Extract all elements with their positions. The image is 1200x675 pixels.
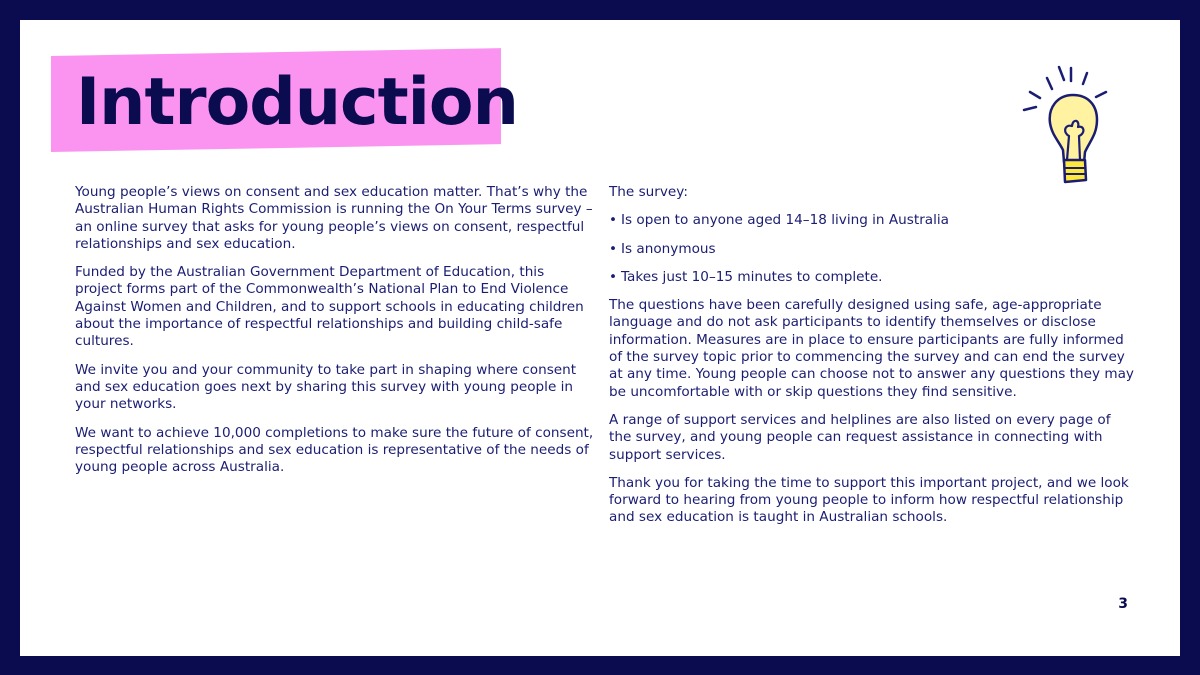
left-column [75,184,595,487]
intro-paragraph-4: We want to achieve 10,000 completions to make sure the future of consent, respectful relationships and sex education is representative of the needs of young people across Australia. [75,424,594,476]
page-number: 3 [1118,596,1128,612]
survey-paragraph-3: Thank you for taking the time to support this important project, and we look forward to hearing from young people to inform how respectful relationship and sex education is taught in Australian schools. [609,474,1129,526]
list-item: • Is open to anyone aged 14–18 living in Australia [609,212,1134,229]
right-column [609,184,1134,538]
survey-paragraph-2: A range of support services and helplines are also listed on every page of the survey, and young people can request assistance in connecting with support services. [609,411,1111,463]
list-item: • Takes just 10–15 minutes to complete. [609,269,1134,286]
list-item: • Is anonymous [609,241,1134,258]
intro-paragraph-1: Young people’s views on consent and sex education matter. That’s why the Australian Human Rights Commission is running the On Your Terms survey – an online survey that asks for young people’s views on consent, respectful relationships and sex education. [75,184,593,252]
page-title: Introduction [76,65,518,140]
intro-paragraph-3: We invite you and your community to take part in shaping where consent and sex education goes next by sharing this survey with young people in your networks. [75,361,577,413]
intro-paragraph-2: Funded by the Australian Government Department of Education, this project forms part of the Commonwealth’s National Plan to End Violence Against Women and Children, and to support schools in educating children about the importance of respectful relationships and building child-safe cultures. [75,264,584,350]
lightbulb-icon [1020,60,1132,190]
survey-intro: The survey: [609,184,688,200]
survey-paragraph-1: The questions have been carefully designed using safe, age-appropriate language and do not ask participants to identify themselves or disclose information. Measures are in place to ensure participants are fully informed of the survey topic prior to commencing the survey and can end the survey at any time. Young people can choose not to answer any questions they may be uncomfortable with or skip questions they find sensitive. [609,297,1134,400]
slide [20,20,1180,656]
survey-bullet-list [609,212,1134,286]
